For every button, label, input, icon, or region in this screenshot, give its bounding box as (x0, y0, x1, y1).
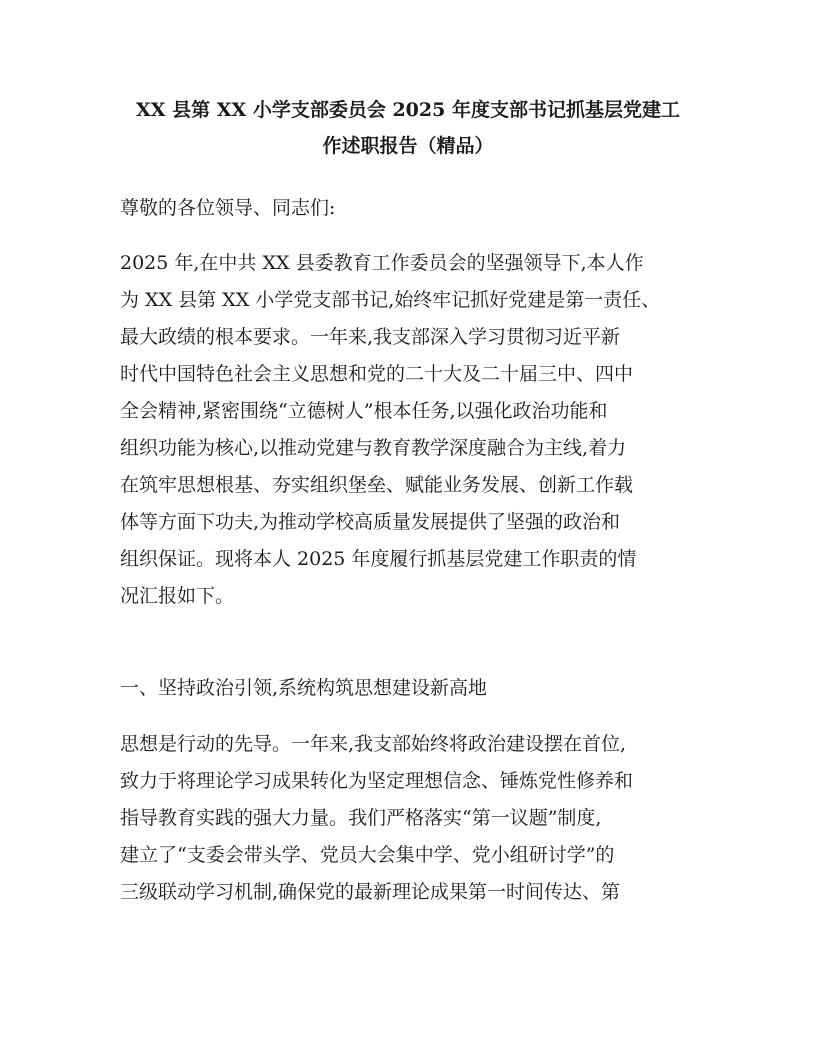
paragraph-line: 指导教育实践的强大力量。我们严格落实“第一议题”制度, (120, 807, 602, 829)
paragraph-line: 组织保证。现将本人 2025 年度履行抓基层党建工作职责的情 (120, 548, 637, 570)
paragraph-line: 最大政绩的根本要求。一年来,我支部深入学习贯彻习近平新 (120, 326, 621, 348)
salutation (120, 190, 698, 227)
paragraph-line: 2025 年,在中共 XX 县委教育工作委员会的坚强领导下,本人作 (120, 252, 644, 274)
section-heading (120, 670, 698, 707)
paragraph-line: 建立了“支委会带头学、党员大会集中学、党小组研讨学”的 (120, 844, 615, 866)
section-heading-text: 一、坚持政治引领,系统构筑思想建设新高地 (120, 677, 488, 699)
salutation-text: 尊敬的各位领导、同志们: (120, 197, 336, 219)
document-title (118, 92, 698, 164)
title-line: XX 县第 XX 小学支部委员会 2025 年度支部书记抓基层党建工 (136, 99, 680, 121)
paragraph-line: 况汇报如下。 (120, 585, 235, 607)
title-line: 作述职报告（精品） (322, 135, 494, 157)
paragraph-line: 体等方面下功夫,为推动学校高质量发展提供了坚强的政治和 (120, 511, 621, 533)
paragraph-line: 时代中国特色社会主义思想和党的二十大及二十届三中、四中 (120, 363, 634, 385)
intro-paragraph (120, 245, 698, 615)
paragraph-line: 为 XX 县第 XX 小学党支部书记,始终牢记抓好党建是第一责任、 (120, 289, 661, 311)
paragraph-line: 在筑牢思想根基、夯实组织堡垒、赋能业务发展、创新工作载 (120, 474, 634, 496)
paragraph-line: 三级联动学习机制,确保党的最新理论成果第一时间传达、第 (120, 881, 621, 903)
paragraph-line: 全会精神,紧密围绕“立德树人”根本任务,以强化政治功能和 (120, 400, 608, 422)
paragraph-line: 思想是行动的先导。一年来,我支部始终将政治建设摆在首位, (120, 733, 627, 755)
section-paragraph (120, 726, 698, 911)
paragraph-line: 致力于将理论学习成果转化为坚定理想信念、锤炼党性修养和 (120, 770, 634, 792)
paragraph-line: 组织功能为核心,以推动党建与教育教学深度融合为主线,着力 (120, 437, 627, 459)
